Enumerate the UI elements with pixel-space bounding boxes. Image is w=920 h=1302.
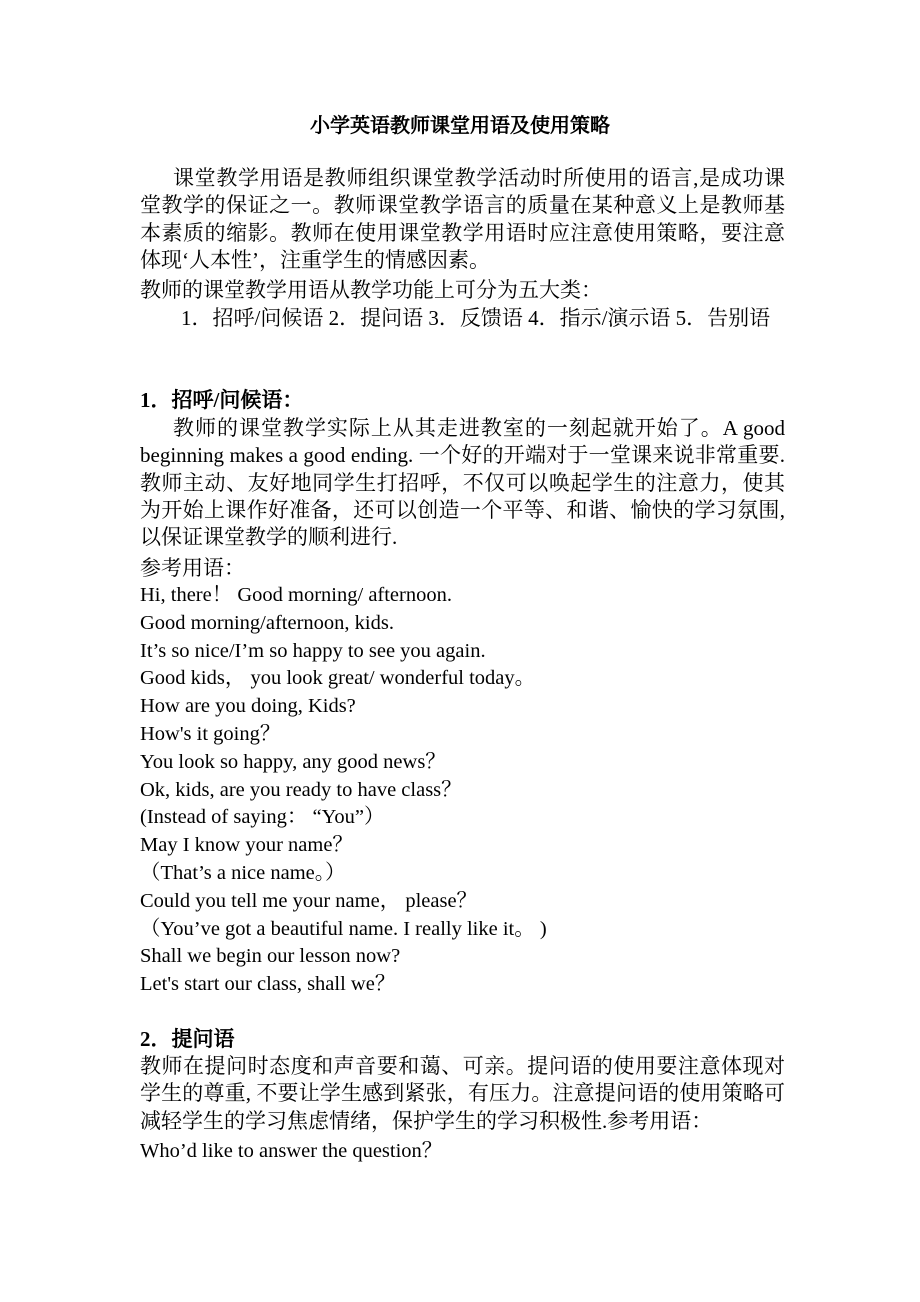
phrase-item: （You’ve got a beautiful name. I really like it。 ): [140, 917, 547, 940]
phrase-item: Good morning/afternoon, kids.: [140, 611, 394, 634]
phrase-item: (Instead of saying： “You”）: [140, 806, 385, 829]
phrase-item: Shall we begin our lesson now?: [140, 945, 401, 968]
phrase-item: How's it going？: [140, 722, 281, 745]
section2-body: 教师在提问时态度和声音要和蔼、可亲。提问语的使用要注意体现对学生的尊重, 不要让学生感到紧张，有压力。注意提问语的使用策略可减轻学生的学习焦虑情绪，保护学生的学习积极性.参考用语：: [140, 1054, 785, 1133]
section2-heading: 2．提问语: [140, 1027, 235, 1051]
phrase-item: Hi, there！ Good morning/ afternoon.: [140, 584, 452, 606]
phrase-item: You look so happy, any good news？: [140, 750, 446, 773]
category-list: 1．招呼/问候语 2．提问语 3．反馈语 4．指示/演示语 5．告别语: [181, 306, 771, 330]
classification-text: 教师的课堂教学用语从教学功能上可分为五大类：: [140, 278, 602, 302]
intro-paragraph: 课堂教学用语是教师组织课堂教学活动时所使用的语言,是成功课堂教学的保证之一。教师课堂教学语言的质量在某种意义上是教师基本素质的缩影。教师在使用课堂教学用语时应注意使用策略，要注意体现‘人本性’，注重学生的情感因素。: [140, 166, 785, 272]
phrase-item: Good kids， you look great/ wonderful today。: [140, 667, 536, 690]
phrase-item: How are you doing, Kids?: [140, 695, 356, 718]
section2-phrase-list: [140, 1138, 785, 1166]
phrase-item: May I know your name？: [140, 834, 353, 857]
section1-reference-label: 参考用语：: [140, 556, 245, 580]
section1-heading: 1．招呼/问候语：: [140, 388, 304, 412]
phrase-item: （That’s a nice name。）: [140, 861, 346, 884]
document-title: 小学英语教师课堂用语及使用策略: [310, 115, 610, 137]
phrase-item: Ok, kids, are you ready to have class？: [140, 778, 462, 801]
phrase-item: It’s so nice/I’m so happy to see you again.: [140, 639, 486, 662]
section1-body: 教师的课堂教学实际上从其走进教室的一刻起就开始了。A good beginning makes a good ending. 一个好的开端对于一堂课来说非常重要.教师主动、友好地同学生打招呼，不仅可以唤起学生的注意力，使其为开始上课作好准备，还可以创造一个平等、和谐、愉快的学习氛围, 以保证课堂教学的顺利进行.: [140, 416, 785, 550]
phrase-item: Let's start our class, shall we？: [140, 973, 396, 996]
section1-phrase-list: [140, 582, 785, 999]
phrase-item: Could you tell me your name， please？: [140, 889, 478, 912]
phrase-item: Who’d like to answer the question？: [140, 1140, 443, 1162]
